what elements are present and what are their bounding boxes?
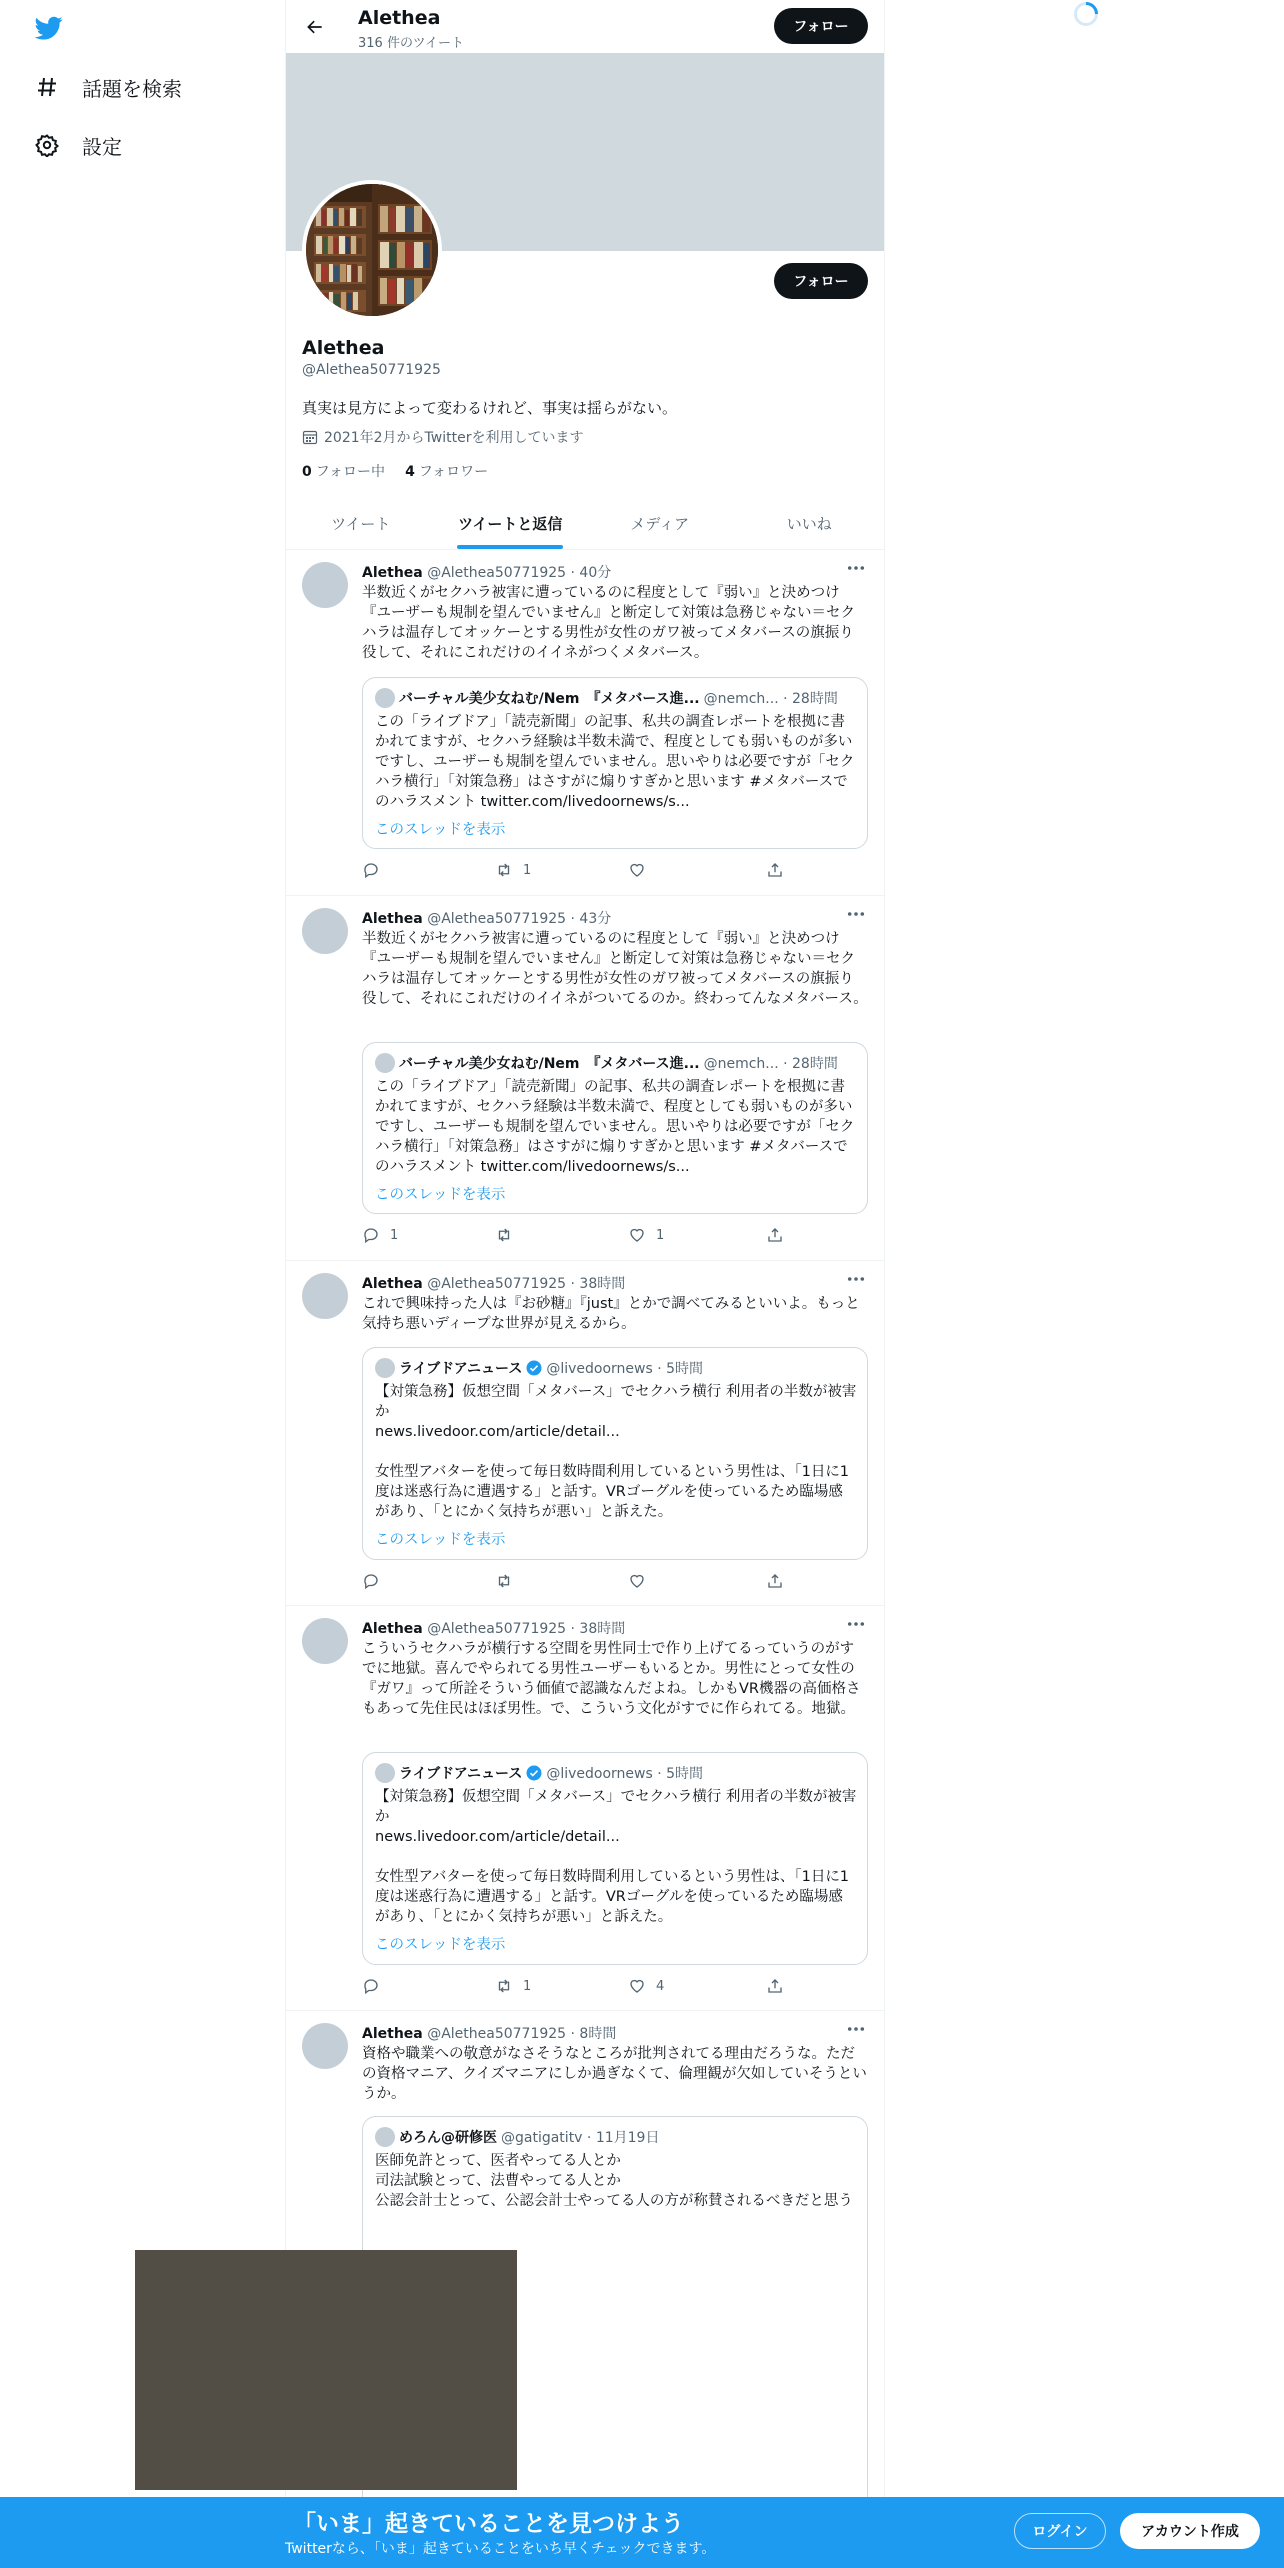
loading-spinner-icon xyxy=(1073,1,1099,27)
quoted-text: 医師免許とって、医者やってる人とか 司法試験とって、法曹やってる人とか 公認会計士とって、公認会計士やってる人の方が称賛されるべきだと思う xyxy=(375,2153,853,2209)
tab-media[interactable]: メディア xyxy=(630,514,690,533)
tweet[interactable] xyxy=(286,1261,884,1606)
following-count: 0 xyxy=(302,464,312,480)
tweet[interactable] xyxy=(286,896,884,1261)
header-tweet-count: 316 件のツイート xyxy=(358,36,465,51)
tweet-author[interactable]: Alethea xyxy=(362,2026,423,2042)
share-button[interactable] xyxy=(766,1226,784,1244)
following-link[interactable] xyxy=(302,461,385,481)
show-thread-link[interactable]: このスレッドを表示 xyxy=(375,1937,506,1953)
avatar[interactable] xyxy=(302,1273,348,1319)
tweet-meta: @Alethea50771925 · 40分 xyxy=(427,565,612,581)
profile-follow-stats xyxy=(302,461,508,481)
like-button[interactable] xyxy=(628,1572,656,1590)
retweet-icon xyxy=(495,1572,513,1590)
tweet-actions xyxy=(362,1977,792,2001)
profile-avatar[interactable] xyxy=(302,180,442,320)
quoted-tweet-header xyxy=(375,1763,703,1783)
like-count: 1 xyxy=(656,1227,665,1243)
avatar[interactable] xyxy=(302,562,348,608)
retweet-button[interactable] xyxy=(495,1572,523,1590)
share-button[interactable] xyxy=(766,1977,784,1995)
tweet-author[interactable]: Alethea xyxy=(362,565,423,581)
retweet-icon xyxy=(495,1226,513,1244)
reply-icon xyxy=(362,1226,380,1244)
avatar xyxy=(375,1763,395,1783)
quoted-text: この「ライブドア」「読売新聞」の記事、私共の調査レポートを根拠に書かれてますが、セクハラ経験は半数未満で、程度としても弱いものが多いですし、ユーザーも規制を望んでいません。思いやりは必要ですが「セクハラ横行」「対策急務」はさすがに煽りすぎかと思います #メタバースでのハラスメント twitter.com/livedoornews/s... xyxy=(375,1079,855,1175)
header-follow-button[interactable]: フォロー xyxy=(774,8,868,44)
quoted-tweet[interactable] xyxy=(362,1347,868,1560)
quoted-author: めろん@研修医 xyxy=(399,2130,497,2146)
retweet-icon xyxy=(495,861,513,879)
more-options-icon[interactable] xyxy=(844,2019,868,2039)
tweet-meta: @Alethea50771925 · 38時間 xyxy=(427,1621,626,1637)
tab-tweets-and-replies[interactable]: ツイートと返信 xyxy=(436,497,586,549)
like-button[interactable] xyxy=(628,1226,664,1244)
login-button[interactable]: ログイン xyxy=(1014,2513,1106,2549)
back-arrow-icon[interactable] xyxy=(300,12,330,42)
avatar[interactable] xyxy=(302,908,348,954)
nav-settings[interactable] xyxy=(34,125,122,165)
profile-joined xyxy=(302,427,583,447)
quoted-tweet-image[interactable] xyxy=(135,2250,517,2490)
share-icon xyxy=(766,1226,784,1244)
more-options-icon[interactable] xyxy=(844,1269,868,1289)
reply-button[interactable] xyxy=(362,1226,398,1244)
quoted-meta: @livedoornews · 5時間 xyxy=(546,1361,704,1377)
share-icon xyxy=(766,1572,784,1590)
retweet-button[interactable] xyxy=(495,1977,531,1995)
tweet-actions xyxy=(362,861,792,885)
quoted-tweet[interactable] xyxy=(362,1752,868,1965)
heart-icon xyxy=(628,1977,646,1995)
show-thread-link[interactable]: このスレッドを表示 xyxy=(375,1187,506,1203)
tweet-header xyxy=(362,1618,625,1638)
tweet-text: 資格や職業への敬意がなさそうなところが批判されてる理由だろうな。ただの資格マニア、クイズマニアにしか過ぎなくて、倫理観が欠如していそうというか。 xyxy=(362,2046,867,2102)
tweet-text: これで興味持った人は『お砂糖』『just』とかで調べてみるといいよ。もっと気持ち悪いディープな世界が見えるから。 xyxy=(362,1296,860,1332)
quoted-author: ライブドアニュース xyxy=(399,1766,523,1782)
tweet-author[interactable]: Alethea xyxy=(362,1276,423,1292)
retweet-count: 1 xyxy=(523,862,532,878)
quoted-text: 【対策急務】仮想空間「メタバース」でセクハラ横行 利用者の半数が被害か news.livedoor.com/article/detail... 女性型アバターを使って毎日数時間利用しているという男性は、「1日に1度は迷惑行為に遭遇する」と話す。VRゴーグルを使っているため臨場感があり、「とにかく気持ちが悪い」と訴えた。 xyxy=(375,1384,857,1520)
tweet-meta: @Alethea50771925 · 38時間 xyxy=(427,1276,626,1292)
quoted-meta: @gatigatitv · 11月19日 xyxy=(501,2130,660,2146)
more-options-icon[interactable] xyxy=(844,558,868,578)
quoted-author: ライブドアニュース xyxy=(399,1361,523,1377)
tweet-text: こういうセクハラが横行する空間を男性同士で作り上げてるっていうのがすでに地獄。喜んでやられてる男性ユーザーもいるとか。男性にとって女性の『ガワ』って所詮そういう価値で認識なんだよね。しかもVR機器の高価格さもあって先住民はほぼ男性。で、こういう文化がすでに作られてる。地獄。 xyxy=(362,1641,861,1717)
signup-prompt-bar xyxy=(0,2497,1284,2568)
heart-icon xyxy=(628,1226,646,1244)
heart-icon xyxy=(628,1572,646,1590)
nav-settings-label: 設定 xyxy=(82,134,122,159)
tweet[interactable] xyxy=(286,550,884,896)
followers-label: フォロワー xyxy=(418,464,489,480)
like-count: 4 xyxy=(656,1978,665,1994)
more-options-icon[interactable] xyxy=(844,1614,868,1634)
more-options-icon[interactable] xyxy=(844,904,868,924)
share-button[interactable] xyxy=(766,861,784,879)
twitter-logo-icon[interactable] xyxy=(33,14,65,42)
followers-count: 4 xyxy=(405,464,415,480)
quoted-tweet-header xyxy=(375,688,838,708)
reply-button[interactable] xyxy=(362,861,390,879)
profile-handle: @Alethea50771925 xyxy=(302,362,441,378)
following-label: フォロー中 xyxy=(315,464,386,480)
signup-button[interactable]: アカウント作成 xyxy=(1120,2513,1260,2549)
show-thread-link[interactable]: このスレッドを表示 xyxy=(375,822,506,838)
share-icon xyxy=(766,1977,784,1995)
retweet-icon xyxy=(495,1977,513,1995)
profile-follow-button[interactable]: フォロー xyxy=(774,263,868,299)
reply-button[interactable] xyxy=(362,1977,390,1995)
show-thread-link[interactable]: このスレッドを表示 xyxy=(375,1532,506,1548)
profile-tabs xyxy=(286,497,884,550)
profile-name: Alethea xyxy=(302,337,385,359)
tweet-header xyxy=(362,2023,616,2043)
quoted-tweet-header xyxy=(375,2127,659,2147)
quoted-text: この「ライブドア」「読売新聞」の記事、私共の調査レポートを根拠に書かれてますが、セクハラ経験は半数未満で、程度としても弱いものが多いですし、ユーザーも規制を望んでいません。思いやりは必要ですが「セクハラ横行」「対策急務」はさすがに煽りすぎかと思います #メタバースでのハラスメント twitter.com/livedoornews/s... xyxy=(375,714,855,810)
avatar xyxy=(375,1053,395,1073)
tweet-meta: @Alethea50771925 · 43分 xyxy=(427,911,612,927)
avatar[interactable] xyxy=(302,1618,348,1664)
reply-icon xyxy=(362,861,380,879)
main-column xyxy=(285,0,885,2568)
like-button[interactable] xyxy=(628,1977,664,1995)
quoted-meta: @nemch... · 28時間 xyxy=(703,691,838,707)
quoted-tweet[interactable] xyxy=(362,677,868,849)
quoted-author: バーチャル美少女ねむ/Nem 『メタバース進... xyxy=(399,691,700,707)
heart-icon xyxy=(628,861,646,879)
profile-header-bar xyxy=(286,0,884,53)
reply-icon xyxy=(362,1572,380,1590)
retweet-button[interactable] xyxy=(495,1226,523,1244)
verified-badge-icon xyxy=(526,1360,542,1376)
signup-prompt-subtitle: Twitterなら、「いま」起きていることをいち早くチェックできます。 xyxy=(285,2541,716,2557)
quoted-author: バーチャル美少女ねむ/Nem 『メタバース進... xyxy=(399,1056,700,1072)
header-name: Alethea xyxy=(358,7,441,29)
tweet-author[interactable]: Alethea xyxy=(362,1621,423,1637)
tweet-header xyxy=(362,562,611,582)
tweet-header xyxy=(362,1273,625,1293)
share-icon xyxy=(766,861,784,879)
reply-count: 1 xyxy=(390,1227,399,1243)
like-button[interactable] xyxy=(628,861,656,879)
nav-explore[interactable] xyxy=(34,67,182,107)
quoted-tweet-header xyxy=(375,1053,838,1073)
avatar[interactable] xyxy=(302,2023,348,2069)
tweet-actions xyxy=(362,1572,792,1596)
reply-icon xyxy=(362,1977,380,1995)
avatar xyxy=(375,2127,395,2147)
left-nav xyxy=(0,0,285,2568)
avatar xyxy=(375,1358,395,1378)
quoted-meta: @nemch... · 28時間 xyxy=(703,1056,838,1072)
tweet-meta: @Alethea50771925 · 8時間 xyxy=(427,2026,617,2042)
quoted-tweet[interactable] xyxy=(362,1042,868,1214)
retweet-count: 1 xyxy=(523,1978,532,1994)
tweet[interactable] xyxy=(286,1606,884,2011)
tab-likes[interactable]: いいね xyxy=(786,514,832,533)
calendar-icon xyxy=(302,429,318,445)
tweet-header xyxy=(362,908,611,928)
gear-icon xyxy=(34,132,60,158)
nav-explore-label: 話題を検索 xyxy=(82,76,182,101)
tweet-text: 半数近くがセクハラ被害に遭っているのに程度として『弱い』と決めつけ『ユーザーも規制を望んでいません』と断定して対策は急務じゃない＝セクハラは温存してオッケーとする男性が女性のガワ被ってメタバースの旗振り役して、それにこれだけのイイネがついてるのか。終わってんなメタバース。 xyxy=(362,931,868,1007)
avatar xyxy=(375,688,395,708)
retweet-button[interactable] xyxy=(495,861,531,879)
reply-button[interactable] xyxy=(362,1572,390,1590)
share-button[interactable] xyxy=(766,1572,784,1590)
profile-joined-text: 2021年2月からTwitterを利用しています xyxy=(324,430,584,446)
followers-link[interactable] xyxy=(405,461,488,481)
tweet-author[interactable]: Alethea xyxy=(362,911,423,927)
tweet-actions xyxy=(362,1226,792,1250)
quoted-text: 【対策急務】仮想空間「メタバース」でセクハラ横行 利用者の半数が被害か news.livedoor.com/article/detail... 女性型アバターを使って毎日数時間利用しているという男性は、「1日に1度は迷惑行為に遭遇する」と話す。VRゴーグルを使っているため臨場感があり、「とにかく気持ちが悪い」と訴えた。 xyxy=(375,1789,857,1925)
tab-tweets[interactable]: ツイート xyxy=(331,514,391,533)
tweet-text: 半数近くがセクハラ被害に遭っているのに程度として『弱い』と決めつけ『ユーザーも規制を望んでいません』と断定して対策は急務じゃない＝セクハラは温存してオッケーとする男性が女性のガワ被ってメタバースの旗振り役して、それにこれだけのイイネがつくメタバース。 xyxy=(362,585,855,661)
verified-badge-icon xyxy=(526,1765,542,1781)
signup-prompt-title: 「いま」起きていることを見つけよう xyxy=(293,2511,684,2537)
quoted-meta: @livedoornews · 5時間 xyxy=(546,1766,704,1782)
quoted-tweet-header xyxy=(375,1358,703,1378)
hashtag-icon xyxy=(34,74,60,100)
profile-bio: 真実は見方によって変わるけれど、事実は揺らがない。 xyxy=(302,399,678,417)
